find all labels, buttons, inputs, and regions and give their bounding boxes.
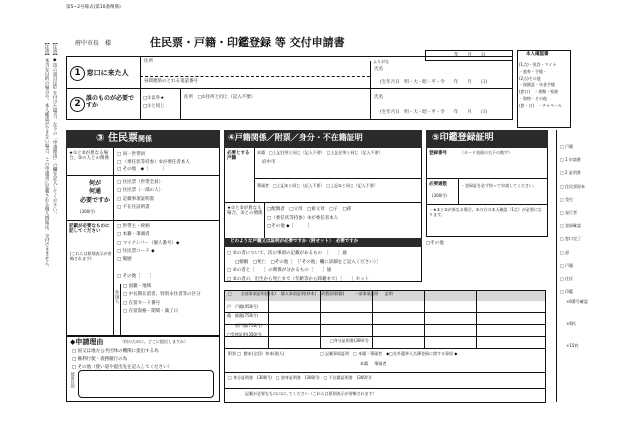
reg-number-label: 登録番号 xyxy=(429,151,447,156)
note-column-2: 【注意】本当な目的の場合や、本人確認ができない場合、この申請書に記載される個人情報は、交付できません。 xyxy=(44,40,50,270)
section3-purpose: 何が 何通 必要ですか xyxy=(80,180,111,204)
reason-options[interactable]: □ 国又は地方公共団体の機関に提出する為 □ 権利行使・義務履行の為 □ その他（使い道や提出先を記入してください） xyxy=(72,349,173,371)
circle-one-icon: 1 xyxy=(70,66,85,81)
section3-unit: (300円) xyxy=(80,209,95,214)
addressee: 府中市長 様 xyxy=(75,40,112,47)
reason-title: ◆申請理由 xyxy=(70,338,104,346)
section3-foreign-items[interactable]: □ 国籍・地域 □ 中長期在留者、特別永住者等の区分 □ 在留カード番号 □ 在留資格・期間・満了日 xyxy=(123,284,201,314)
section4-honseki[interactable]: 本籍 □上記住所と同じ（記入不要） □上記住所と同じ（記入不要） xyxy=(257,150,383,155)
name-label-1: 氏名 xyxy=(374,67,383,72)
section4-header: ④戸籍関係／附票／身分・不在籍証明 xyxy=(224,130,422,148)
section3-other[interactable]: □ その他［ ］ xyxy=(117,274,155,279)
applicant-2-label xyxy=(70,97,85,112)
address-label-1: 住所 xyxy=(144,59,153,64)
seal-count-label: 必要通数 xyxy=(429,182,447,187)
furoku-row: 附票 □ 謄本(全員) 抄本(個人) xyxy=(228,351,285,356)
reason-hint: （何のために、どこに提出しますか） xyxy=(120,339,188,344)
applicant-2-text: 誰のものが必要ですか xyxy=(86,95,135,109)
foreign-label: 外国人 xyxy=(114,290,120,304)
staff-label-1: ×6番号確認 xyxy=(566,299,588,304)
staff-label-2: ×6枚 xyxy=(566,321,576,326)
opt-other-than-1[interactable]: □①以外★ xyxy=(143,96,165,101)
furoku-honseki: 本籍 筆頭者 xyxy=(360,361,387,366)
section4-options[interactable]: □ ②の者について、次の事項の記載があるもの ［ ］通 □婚姻 □死亡 □その他［ （「その他」欄に詳細をご記入ください）］ □ ②の者と［ ］の関係が分かるもの［ ］通 □ ②の者の、出生から死亡まで（年齢等から除籍まで）［ ］セット xyxy=(227,251,381,282)
usage-label: 使用目的 xyxy=(70,372,76,388)
section5-header: ⑤印鑑登録証明 xyxy=(426,130,548,148)
seal-unit: (300円) xyxy=(432,193,447,198)
date-line: 年 月 日 xyxy=(454,53,486,58)
staff-label-3: ×15枚 xyxy=(566,343,579,348)
section3-items-label: 記載が必要なものに記してください xyxy=(69,224,110,235)
staff-checklist: □ 戸籍 □ 1 申請書 □ 2 証明書 □ 住民票原本 □ 受付 □ 発行者 □ 登録確認 □ 窓口完了 □ 部 □ 戸籍 □ 住民 □ 印鑑 xyxy=(560,144,586,295)
name-label-2: 氏名 xyxy=(374,95,383,100)
seal-note: ・登録証を必ず持って申請してください。 xyxy=(461,183,537,188)
section3-items[interactable]: □ 住民票（世帯全員） □ 住民票（一部の人） □ 記載事項証明書 □ 不在住証明書 xyxy=(117,180,164,210)
cert-table xyxy=(224,290,546,403)
section4-relation-label: ★①と②が異なる場合、②との関係 xyxy=(227,206,263,217)
identity-cert[interactable]: □身分証明書(300円) xyxy=(330,338,369,343)
cert-footer: 記載が必要なものに☑してください（これらは原則表示が省略されます） xyxy=(245,391,377,396)
note-column-1: 【注意】◆印の項目は☑を付けた場合、左下の「申請理由」の欄を記入してください。 xyxy=(52,40,58,217)
section4-honseki-label: 必要とする戸籍 xyxy=(227,151,250,162)
birthdate-2: (生年月日 明・大・昭・平・令 年 月 日) xyxy=(380,110,488,115)
id-check-list: (1点)・免許・マイナ ・旅券・手帳・ (2点)その他 ・保険証・年金手帳 (窓口) ・書類・家族 ・資格・その他 (窓・口) ・チャペール xyxy=(519,62,562,108)
section3-star-note: ★①と②が異なる場合、②の人との関係 xyxy=(69,151,110,162)
cert-table-header: □ 全部事項証明(謄本) 個人事項証明(抄本) 改製原(除籍) 一部事項証明 証明 xyxy=(228,291,393,296)
id-check-title: 本人確認書 xyxy=(526,52,549,57)
usage-purpose-input[interactable] xyxy=(78,370,214,398)
seal-note-2: ・★①と②が異なる場合、①の方の本人確認（1点）が必要になります。 xyxy=(429,207,542,217)
status-certs[interactable]: □ 身分証明書 (300円) □ 独身証明書 (300円) □ 不在籍証明書 (300円) xyxy=(228,375,372,380)
address-label-2: 住所 □①住所と同じ（記入不要） xyxy=(184,95,256,100)
applicant-1-label: 1 窓口に来た人 xyxy=(70,66,129,81)
cert-rows: 戸 戸籍(450円) 籍 除籍(750円) 原戸籍(750円) □受理証明(350円) xyxy=(227,304,262,338)
form-code: 第5−2号様式(第10条関係) xyxy=(66,5,121,10)
section3-note: (これらは原則表示が省略されます) xyxy=(70,251,112,261)
section3-items2[interactable]: □ 世帯主・続柄 □ 本籍・筆頭者 □ マイナンバー（個人番号）◆ □ 住民票コード ◆ □ 履歴 xyxy=(117,224,180,263)
opt-same-as-1[interactable]: □①と同じ xyxy=(143,104,165,109)
section3-relation[interactable]: □ 同一世帯員 □ （委任状等持参）②が委任者本人 □ その他 ◆［ ］ xyxy=(117,152,190,173)
furigana-label: ふりがな xyxy=(373,59,389,64)
furoku-options[interactable]: □ 記載事項証明 □ 本籍・筆頭者 ◆□在外選挙人名簿登録に関する事項 ◆ xyxy=(320,351,458,356)
other-option[interactable]: □その他 xyxy=(426,241,444,246)
section4-hittou[interactable]: 筆頭者 □上記①と同じ（記入不要） □上記②と同じ（記入不要） xyxy=(257,183,378,188)
page-title: 住民票・戸籍・印鑑登録 等 交付申請書 xyxy=(150,36,345,49)
circle-two-icon: 2 xyxy=(70,97,85,112)
section4-purpose-bar: どのような戸籍又は証明が必要ですか（附せット） 必要ですか xyxy=(224,238,422,247)
birthdate-1: (生年月日 明・大・昭・平・令 年 月 日) xyxy=(380,80,488,85)
section3-header: ③ 住民票関係 xyxy=(66,130,220,148)
section4-relations[interactable]: □配偶者 □父母 □祖父母 □子 □孫 □（委任状等持参）②が委任者本人 □その他 ◆［ ］ xyxy=(267,207,352,230)
reg-number-note: （カード表面の右下の数字） xyxy=(460,150,512,155)
phone-label: 昼間連絡のとれる電話番号 xyxy=(144,79,198,84)
section4-fuchu: 府中市 xyxy=(262,160,276,165)
